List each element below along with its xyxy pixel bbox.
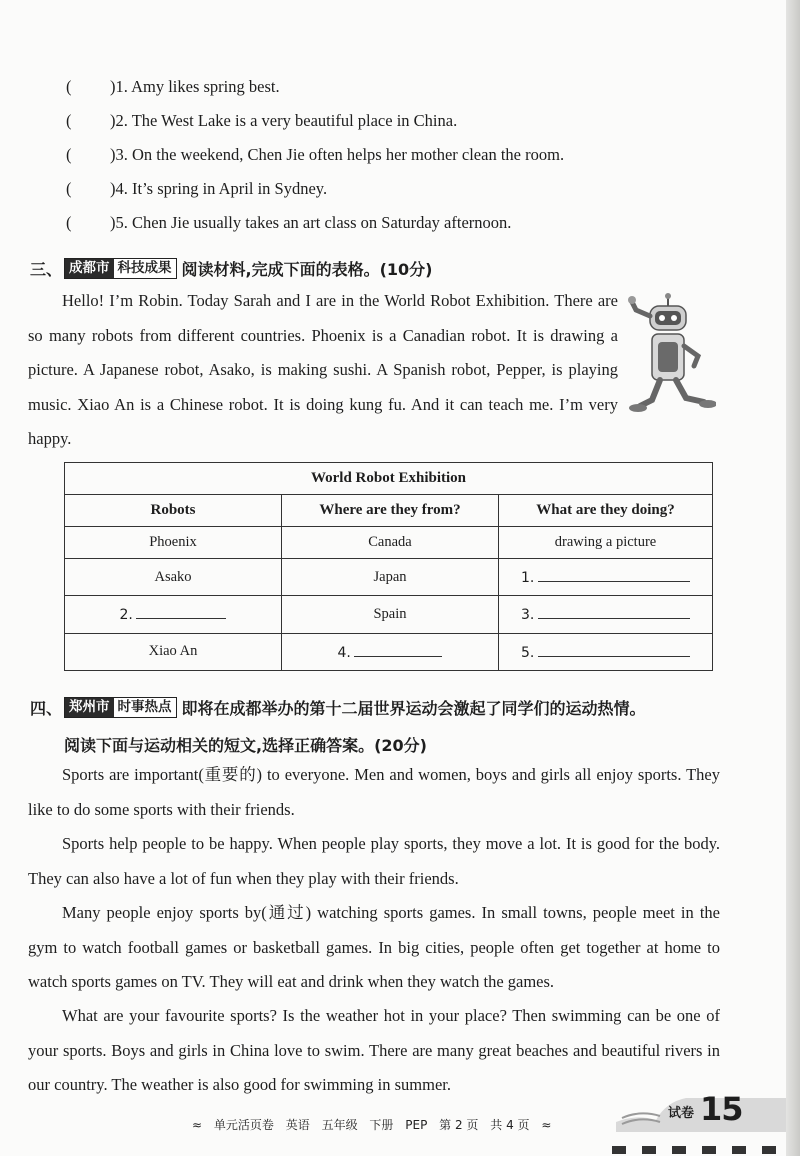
tf-item-text: )1. Amy likes spring best. — [110, 77, 280, 96]
sports-paragraph-4 — [28, 999, 720, 1103]
paragraph-text: Sports are important(重要的) to everyone. Men and women, boys and girls all enjoy sports. They like to do some sports with their friends. — [28, 765, 720, 819]
table-cell: Xiao An — [65, 633, 282, 670]
blank-number: 2. — [119, 607, 133, 624]
paragraph-text: What are your favourite sports? Is the weather hot in your place? Then swimming can be one of your sports. Boys and girls in China love to swim. There are many great beaches and beautiful rivers in our country. The weather is also good for swimming in summer. — [28, 1006, 720, 1094]
table-row — [65, 596, 713, 633]
answer-paren[interactable]: ( — [66, 179, 72, 198]
passage-text: Hello! I’m Robin. Today Sarah and I are in the World Robot Exhibition. There are so many robots from different countries. Phoenix is a Canadian robot. It is drawing a picture. A Japanese robot, Asako, is making sushi. A Spanish robot, Pepper, is playing music. Xiao An is a Chinese robot. It is doing kung fu. And it can teach me. I’m very happy. — [28, 291, 618, 448]
table-cell: Japan — [282, 559, 499, 596]
section-3-heading — [30, 257, 433, 280]
tf-item-text: )2. The West Lake is a very beautiful place in China. — [110, 111, 458, 130]
footer-series: 单元活页卷 — [213, 1118, 274, 1132]
section-number: 三、 — [30, 260, 63, 279]
answer-line[interactable] — [136, 604, 226, 619]
answer-blank-cell[interactable] — [65, 596, 282, 633]
page-edge-shadow — [786, 0, 800, 1156]
tag-topic: 时事热点 — [114, 698, 176, 717]
table-cell: Asako — [65, 559, 282, 596]
paragraph-text: Many people enjoy sports by(通过) watching sports games. In small towns, people meet in the gym to watch football games or basketball games. In big cities, people often get together at home to watch sports games on TV. They will eat and drink when they watch the games. — [28, 903, 720, 991]
answer-line[interactable] — [538, 642, 690, 657]
answer-paren[interactable]: ( — [66, 213, 72, 232]
bottom-edge-marks — [612, 1146, 782, 1154]
tag-city: 郑州市 — [65, 698, 114, 717]
answer-blank-cell[interactable] — [282, 633, 499, 670]
exam-badge-label: 试卷 — [668, 1106, 695, 1121]
tf-item-text: )4. It’s spring in April in Sydney. — [110, 179, 328, 198]
answer-blank-cell[interactable] — [499, 559, 713, 596]
table-row — [65, 527, 713, 559]
blank-number: 4. — [337, 644, 351, 661]
tag-city: 成都市 — [65, 259, 114, 278]
table-cell: Canada — [282, 527, 499, 559]
paragraph-text: Sports help people to be happy. When people play sports, they move a lot. It is good for the body. They can also have a lot of fun when they play with their friends. — [28, 834, 720, 888]
answer-line[interactable] — [538, 604, 690, 619]
robot-illustration-icon — [628, 292, 716, 416]
table-row — [65, 633, 713, 670]
tf-item-4 — [66, 179, 327, 199]
column-header: Robots — [65, 495, 282, 527]
footer-edition: PEP — [405, 1118, 428, 1132]
sports-paragraph-2 — [28, 827, 720, 896]
table-header-row — [65, 495, 713, 527]
section-instruction: 即将在成都举办的第十二届世界运动会激起了同学们的运动热情。 — [181, 699, 646, 718]
source-tag — [64, 258, 177, 279]
answer-paren[interactable]: ( — [66, 77, 72, 96]
answer-line[interactable] — [354, 642, 442, 657]
table-cell: Phoenix — [65, 527, 282, 559]
tag-topic: 科技成果 — [114, 259, 176, 278]
answer-blank-cell[interactable] — [499, 633, 713, 670]
table-title-row — [65, 463, 713, 495]
tf-item-2 — [66, 111, 457, 131]
footer-subject: 英语 — [285, 1118, 310, 1132]
tf-item-3 — [66, 145, 564, 165]
tf-item-1 — [66, 77, 280, 97]
footer-wave-right: ≈ — [541, 1118, 552, 1132]
tf-item-text: )3. On the weekend, Chen Jie often helps her mother clean the room. — [110, 145, 565, 164]
sports-paragraph-1 — [28, 758, 720, 827]
answer-paren[interactable]: ( — [66, 145, 72, 164]
blank-number: 1. — [521, 570, 535, 587]
page-footer — [192, 1116, 559, 1133]
blank-number: 3. — [521, 607, 535, 624]
footer-grade: 五年级 — [321, 1118, 358, 1132]
footer-total: 共 4 页 — [490, 1118, 530, 1132]
section-4-instruction-line2 — [64, 733, 427, 756]
footer-page: 第 2 页 — [439, 1118, 479, 1132]
table-row — [65, 559, 713, 596]
section-4-heading — [30, 696, 646, 719]
footer-wave-left: ≈ — [192, 1118, 203, 1132]
table-cell: Spain — [282, 596, 499, 633]
robot-passage — [28, 284, 618, 457]
answer-line[interactable] — [538, 567, 690, 582]
table-title: World Robot Exhibition — [65, 463, 713, 495]
column-header: What are they doing? — [499, 495, 713, 527]
column-header: Where are they from? — [282, 495, 499, 527]
answer-blank-cell[interactable] — [499, 596, 713, 633]
footer-volume: 下册 — [369, 1118, 394, 1132]
answer-paren[interactable]: ( — [66, 111, 72, 130]
section-instruction: 阅读下面与运动相关的短文,选择正确答案。(20分) — [64, 736, 427, 755]
sports-paragraph-3 — [28, 896, 720, 1000]
table-cell: drawing a picture — [499, 527, 713, 559]
tf-item-text: )5. Chen Jie usually takes an art class on Saturday afternoon. — [110, 213, 512, 232]
blank-number: 5. — [521, 644, 535, 661]
section-instruction: 阅读材料,完成下面的表格。(10分) — [181, 260, 433, 279]
robot-exhibition-table — [64, 462, 713, 671]
section-number: 四、 — [30, 699, 63, 718]
source-tag — [64, 697, 177, 718]
tf-item-5 — [66, 213, 511, 233]
exam-badge-number: 15 — [700, 1090, 743, 1128]
